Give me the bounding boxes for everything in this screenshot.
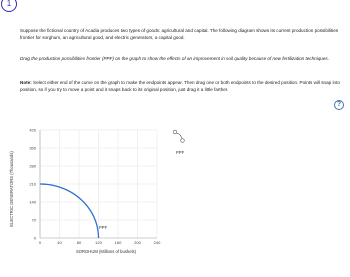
ppf-curve[interactable]	[40, 184, 99, 238]
question-intro: Suppose the fictional country of Acadia produces two types of goods: agricultural and capital. The following diagram shows its current production possibilities frontier for sorghum, an agricultural good, and electric generators, a capital good.	[20, 28, 339, 40]
y-tick-label: 350	[29, 145, 36, 151]
graph-grid	[40, 130, 157, 238]
y-tick-label: 280	[29, 163, 36, 169]
question-number: 1	[6, 0, 12, 8]
x-tick-labels	[39, 240, 161, 245]
note-text: Select either end of the curve on the graph to make the endpoints appear. Then drag one or both endpoints to the desired position. Points will snap into position, so if you try to move a point and it snaps back to its original position, just drag it a little farther.	[20, 80, 340, 92]
ppf-curve-label: PPF	[99, 225, 108, 230]
question-instruction: Drag the production possibilities frontier (PPF) on the graph to show the effects of an improvement in soil quality because of new fertilization techniques.	[20, 56, 329, 61]
x-axis-label: SORGHUM (Millions of bushels)	[75, 249, 137, 254]
y-tick-label: 420	[29, 127, 36, 133]
help-icon[interactable]: ?	[334, 100, 344, 110]
ppf-legend-label: PPF	[176, 150, 185, 155]
x-tick-label: 200	[134, 240, 141, 245]
ppf-drag-tool-icon[interactable]	[173, 130, 184, 142]
y-tick-label: 140	[29, 199, 36, 205]
y-tick-labels	[29, 127, 36, 240]
x-tick-label: 80	[76, 240, 82, 245]
x-tick-label: 160	[114, 240, 122, 245]
x-tick-label: 40	[57, 240, 62, 245]
y-axis-label: ELECTRIC GENERATORS (Thousands)	[9, 151, 14, 227]
y-tick-label: 70	[31, 217, 36, 223]
x-tick-label: 240	[153, 240, 161, 245]
note-label: Note:	[20, 80, 32, 85]
y-tick-label: 0	[33, 235, 36, 241]
y-tick-label: 210	[29, 181, 36, 187]
x-tick-label: 0	[38, 240, 42, 245]
x-tick-label: 120	[95, 240, 102, 245]
